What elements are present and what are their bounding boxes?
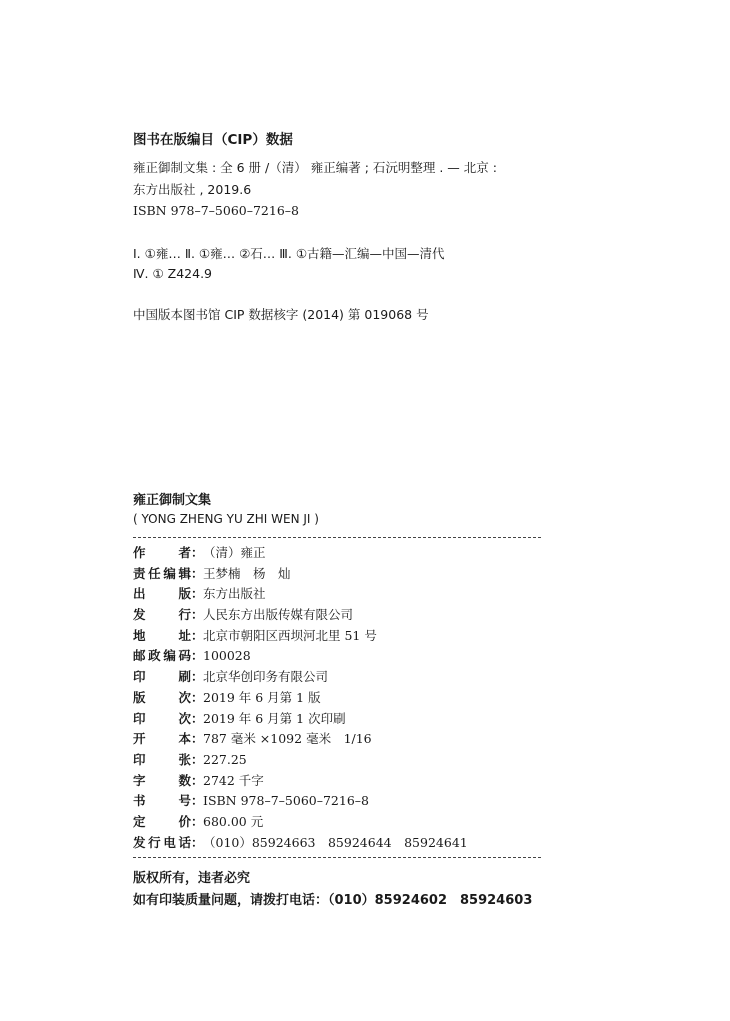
- row-value: （010）85924663 85924644 85924641: [203, 834, 468, 850]
- book-pinyin: ( YONG ZHENG YU ZHI WEN JI ): [133, 512, 319, 526]
- colophon-row: [133, 543, 468, 564]
- row-colon: ：: [191, 813, 204, 829]
- row-colon: ：: [191, 834, 204, 850]
- colophon-row: [133, 833, 468, 854]
- cip-subject-line-2: Ⅳ. ① Z424.9: [133, 266, 213, 281]
- cip-entry-line-1: 雍正御制文集 : 全 6 册 /（清） 雍正编著 ; 石沅明整理 . — 北京 :: [133, 160, 497, 175]
- cip-entry-line-2: 东方出版社 , 2019.6: [133, 182, 252, 197]
- divider-top: [133, 537, 541, 538]
- row-value: 787 毫米 ×1092 毫米 1/16: [203, 731, 372, 747]
- row-colon: ：: [191, 545, 204, 560]
- colophon-row: [133, 729, 468, 750]
- cip-number: 中国版本图书馆 CIP 数据核字 (2014) 第 019068 号: [133, 307, 429, 322]
- row-value: 2742 千字: [203, 772, 264, 788]
- row-label: 发行: [133, 607, 191, 623]
- row-value: （清）雍正: [203, 545, 266, 560]
- colophon-row: [133, 709, 468, 730]
- row-colon: ：: [191, 751, 204, 767]
- row-colon: ：: [191, 627, 204, 643]
- row-value: 2019 年 6 月第 1 次印刷: [203, 710, 346, 726]
- copyright-notice: 版权所有，违者必究: [133, 871, 251, 886]
- row-label: 书号: [133, 793, 191, 809]
- row-value: 人民东方出版传媒有限公司: [203, 607, 354, 623]
- colophon-row: [133, 605, 468, 626]
- row-label: 出版: [133, 586, 191, 602]
- colophon-row: [133, 688, 468, 709]
- row-label: 作者: [133, 545, 191, 560]
- row-value: 100028: [203, 648, 251, 664]
- row-label: 版次: [133, 689, 191, 705]
- row-value: 227.25: [203, 751, 247, 767]
- colophon-row: [133, 584, 468, 605]
- row-colon: ：: [191, 586, 204, 602]
- row-colon: ：: [191, 731, 204, 747]
- colophon-row: [133, 791, 468, 812]
- cip-heading: 图书在版编目（CIP）数据: [133, 132, 293, 148]
- row-label: 开本: [133, 731, 191, 747]
- row-value: 2019 年 6 月第 1 版: [203, 689, 321, 705]
- row-label: 定价: [133, 813, 191, 829]
- row-label: 地址: [133, 627, 191, 643]
- row-value: 680.00 元: [203, 813, 264, 829]
- row-colon: ：: [191, 772, 204, 788]
- colophon-table: [133, 543, 468, 853]
- divider-bottom: [133, 857, 541, 858]
- colophon-row: [133, 771, 468, 792]
- row-label: 发行电话: [133, 834, 191, 850]
- row-colon: ：: [191, 565, 204, 581]
- row-label: 印张: [133, 751, 191, 767]
- row-value: ISBN 978–7–5060–7216–8: [203, 793, 369, 809]
- row-colon: ：: [191, 607, 204, 623]
- colophon-row: [133, 750, 468, 771]
- row-label: 字数: [133, 772, 191, 788]
- book-title: 雍正御制文集: [133, 493, 212, 508]
- quality-contact: 如有印装质量问题，请拨打电话：（010）85924602 85924603: [133, 893, 533, 908]
- cip-isbn: ISBN 978–7–5060–7216–8: [133, 203, 299, 218]
- row-colon: ：: [191, 689, 204, 705]
- colophon-row: [133, 626, 468, 647]
- row-colon: ：: [191, 648, 204, 664]
- row-colon: ：: [191, 793, 204, 809]
- row-value: 王梦楠 杨 灿: [203, 565, 291, 581]
- row-value: 北京市朝阳区西坝河北里 51 号: [203, 627, 377, 643]
- colophon-row: [133, 564, 468, 585]
- row-label: 邮政编码: [133, 648, 191, 664]
- row-label: 责任编辑: [133, 565, 191, 581]
- row-value: 北京华创印务有限公司: [203, 669, 329, 685]
- colophon-row: [133, 812, 468, 833]
- cip-subject-line-1: Ⅰ. ①雍… Ⅱ. ①雍… ②石… Ⅲ. ①古籍—汇编—中国—清代: [133, 246, 445, 261]
- row-value: 东方出版社: [203, 586, 266, 602]
- row-label: 印次: [133, 710, 191, 726]
- colophon-row: [133, 667, 468, 688]
- colophon-row: [133, 646, 468, 667]
- row-label: 印刷: [133, 669, 191, 685]
- row-colon: ：: [191, 669, 204, 685]
- row-colon: ：: [191, 710, 204, 726]
